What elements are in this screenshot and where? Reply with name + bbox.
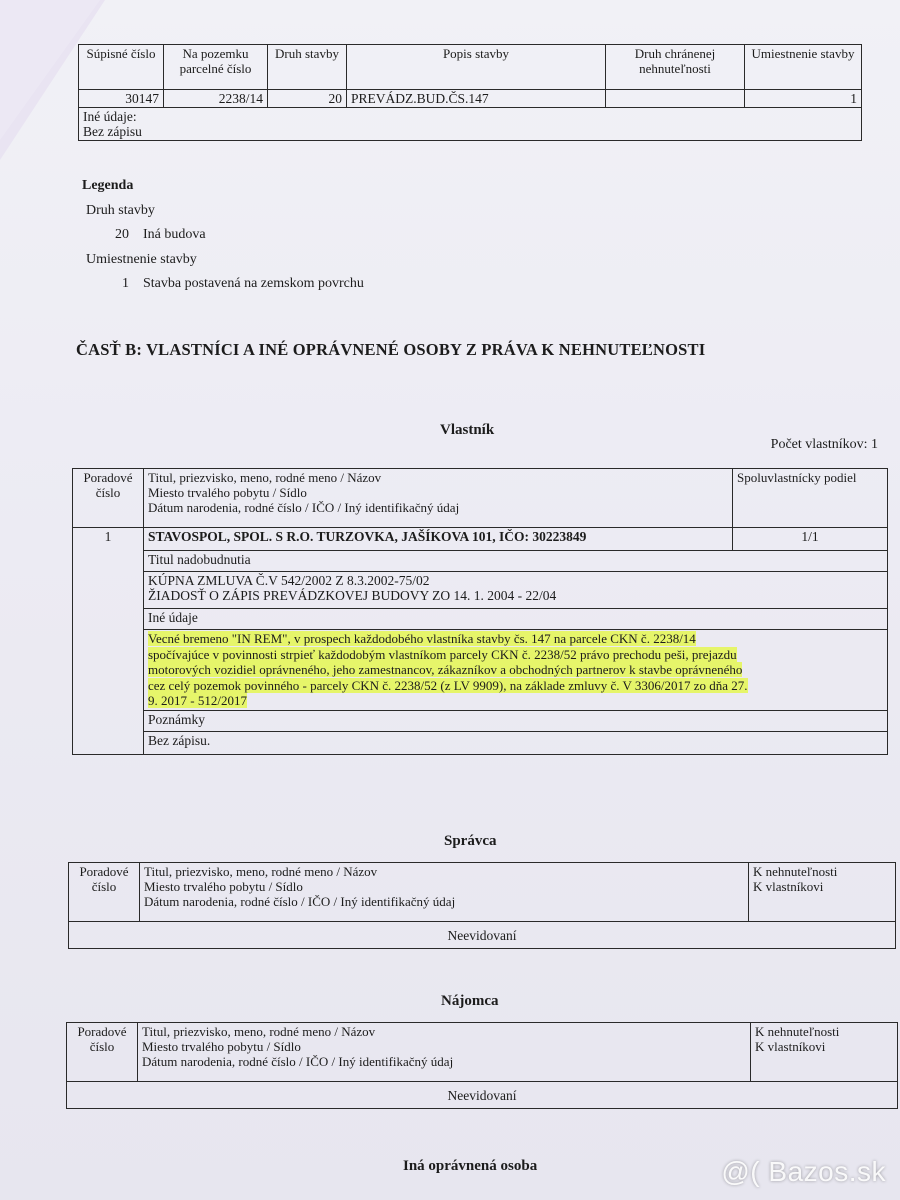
owner-other-row xyxy=(73,630,888,711)
building-table-row xyxy=(79,90,862,108)
legend-type-code: 20 xyxy=(115,227,129,242)
cell-popis-stavby: PREVÁDZ.BUD.ČS.147 xyxy=(347,90,606,108)
other-person-heading: Iná oprávnená osoba xyxy=(403,1158,538,1174)
legend-type-text: Iná budova xyxy=(143,227,206,242)
owner-row xyxy=(73,528,888,551)
tenant-col-name xyxy=(138,1023,751,1082)
tenant-table-header xyxy=(67,1023,898,1082)
tenant-col-name-line2: Miesto trvalého pobytu / Sídlo xyxy=(142,1039,301,1054)
owner-notes-label-row xyxy=(73,710,888,731)
owner-title-row xyxy=(73,572,888,609)
manager-col-name-line2: Miesto trvalého pobytu / Sídlo xyxy=(144,879,303,894)
tenant-col-name-line3: Dátum narodenia, rodné číslo / IČO / Iný identifikačný údaj xyxy=(142,1054,454,1069)
owner-col-name-line2: Miesto trvalého pobytu / Sídlo xyxy=(148,485,307,500)
easement-line5: 9. 2017 - 512/2017 xyxy=(148,693,247,708)
owner-other-label-row xyxy=(73,609,888,630)
manager-col-right xyxy=(749,863,896,922)
owner-heading: Vlastník xyxy=(440,422,495,438)
manager-col-order: Poradové číslo xyxy=(69,863,140,922)
manager-table-header xyxy=(69,863,896,922)
building-table xyxy=(78,44,862,141)
owner-other-label: Iné údaje xyxy=(144,609,888,630)
owner-name: STAVOSPOL, SPOL. S R.O. TURZOVKA, JAŠÍKOVA 101, IČO: 30223849 xyxy=(144,528,733,551)
owner-title-label: Titul nadobudnutia xyxy=(144,551,888,572)
cell-supisne-cislo: 30147 xyxy=(79,90,164,108)
building-other-row xyxy=(79,108,862,141)
easement-line3: motorových vozidiel oprávneného, jeho zamestnancov, zákazníkov a obchodných partnerov k stavbe oprávneného xyxy=(148,662,743,677)
easement-line4: cez celý pozemok povinného - parcely CKN č. 2238/52 (z LV 9909), na základe zmluvy č. V 3306/2017 zo dňa 27. xyxy=(148,677,748,693)
col-supisne-cislo: Súpisné číslo xyxy=(79,45,164,90)
owner-share: 1/1 xyxy=(733,528,888,551)
owner-table-header xyxy=(73,469,888,528)
part-b-title: ČASŤ B: VLASTNÍCI A INÉ OPRÁVNENÉ OSOBY Z PRÁVA K NEHNUTEĽNOSTI xyxy=(76,340,706,359)
bazos-watermark: @( Bazos.sk xyxy=(721,1156,886,1187)
owner-title-label-row xyxy=(73,551,888,572)
owner-col-share: Spoluvlastnícky podiel xyxy=(733,469,888,528)
owner-table xyxy=(72,468,888,755)
owner-col-name xyxy=(144,469,733,528)
tenant-col-order: Poradové číslo xyxy=(67,1023,138,1082)
manager-col-name xyxy=(140,863,749,922)
cell-parcelne-cislo: 2238/14 xyxy=(164,90,268,108)
col-druh-chranenej: Druh chránenej nehnuteľnosti xyxy=(606,45,745,90)
col-umiestnenie: Umiestnenie stavby xyxy=(745,45,862,90)
building-other-cell xyxy=(79,108,862,141)
col-parcelne-cislo: Na pozemku parcelné číslo xyxy=(164,45,268,90)
easement-line2: spočívajúce v povinnosti strpieť každodobým vlastníkom parcely CKN č. 2238/52 právo prechodu peši, prejazdu xyxy=(148,646,737,662)
owner-notes-row xyxy=(73,731,888,754)
manager-col-right-line2: K vlastníkovi xyxy=(753,879,824,894)
owner-title-line2: ŽIADOSŤ O ZÁPIS PREVÁDZKOVEJ BUDOVY ZO 14. 1. 2004 - 22/04 xyxy=(148,588,557,603)
legend-location-label: Umiestnenie stavby xyxy=(86,252,197,267)
legend-title: Legenda xyxy=(82,178,134,193)
owner-notes-label: Poznámky xyxy=(144,710,888,731)
legend-location-code: 1 xyxy=(122,276,129,291)
cell-druh-chranenej xyxy=(606,90,745,108)
manager-col-right-line1: K nehnuteľnosti xyxy=(753,864,838,879)
owner-count: Počet vlastníkov: 1 xyxy=(770,437,878,452)
owner-col-name-line1: Titul, priezvisko, meno, rodné meno / Názov xyxy=(148,470,382,485)
building-other-value: Bez zápisu xyxy=(83,124,142,139)
tenant-col-right-line1: K nehnuteľnosti xyxy=(755,1024,840,1039)
owner-col-order: Poradové číslo xyxy=(73,469,144,528)
building-table-header xyxy=(79,45,862,90)
tenant-value: Neevidovaní xyxy=(67,1082,898,1109)
tenant-value-row xyxy=(67,1082,898,1109)
easement-line1: Vecné bremeno "IN REM", v prospech každodobého vlastníka stavby čs. 147 na parcele CKN č. 2238/14 xyxy=(148,631,696,646)
owner-other-cell xyxy=(144,630,888,711)
manager-value-row xyxy=(69,922,896,949)
cell-druh-stavby: 20 xyxy=(268,90,347,108)
col-druh-stavby: Druh stavby xyxy=(268,45,347,90)
manager-col-name-line1: Titul, priezvisko, meno, rodné meno / Názov xyxy=(144,864,378,879)
owner-notes-value: Bez zápisu. xyxy=(144,731,888,754)
tenant-table xyxy=(66,1022,898,1109)
tenant-col-right-line2: K vlastníkovi xyxy=(755,1039,826,1054)
tenant-col-name-line1: Titul, priezvisko, meno, rodné meno / Názov xyxy=(142,1024,376,1039)
manager-col-name-line3: Dátum narodenia, rodné číslo / IČO / Iný identifikačný údaj xyxy=(144,894,456,909)
tenant-heading: Nájomca xyxy=(441,993,499,1009)
manager-value: Neevidovaní xyxy=(69,922,896,949)
tenant-col-right xyxy=(751,1023,898,1082)
col-popis-stavby: Popis stavby xyxy=(347,45,606,90)
owner-title-cell xyxy=(144,572,888,609)
legend-location-text: Stavba postavená na zemskom povrchu xyxy=(143,276,364,291)
legend-type-label: Druh stavby xyxy=(86,203,155,218)
owner-title-line1: KÚPNA ZMLUVA Č.V 542/2002 Z 8.3.2002-75/02 xyxy=(148,573,430,588)
building-other-label: Iné údaje: xyxy=(83,109,137,124)
owner-order: 1 xyxy=(73,528,144,755)
manager-heading: Správca xyxy=(444,833,497,849)
owner-col-name-line3: Dátum narodenia, rodné číslo / IČO / Iný identifikačný údaj xyxy=(148,500,460,515)
cell-umiestnenie: 1 xyxy=(745,90,862,108)
manager-table xyxy=(68,862,896,949)
